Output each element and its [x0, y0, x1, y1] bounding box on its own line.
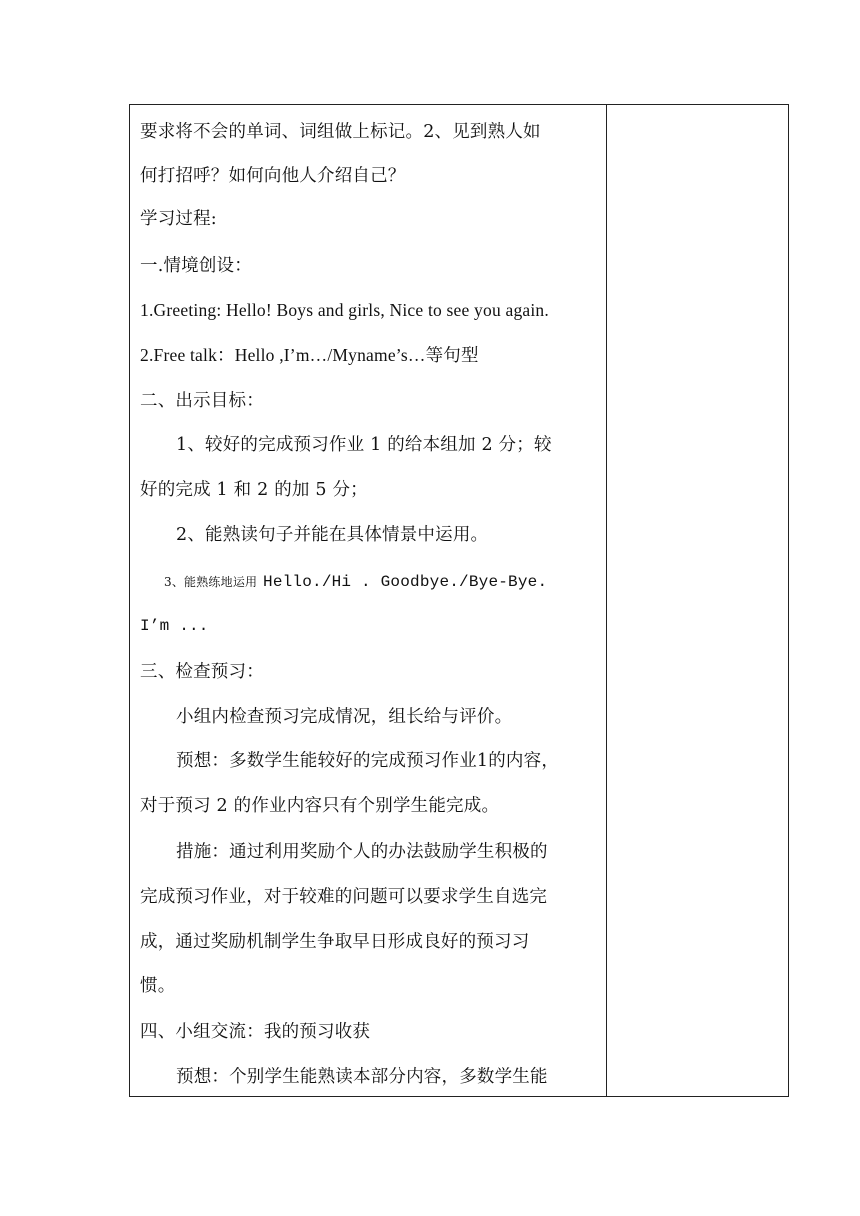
- text-line: 1、较好的完成预习作业 1 的给本组加 2 分；较: [176, 435, 552, 455]
- section-heading: 三、检查预习：: [140, 662, 264, 682]
- notes-cell: [607, 105, 788, 1096]
- section-heading: 一.情境创设：: [140, 256, 252, 276]
- lesson-table: [129, 104, 789, 1097]
- text-line: 2.Free talk：Hello ,I’m…/Myname’s…等句型: [140, 345, 479, 365]
- text-line: 措施：通过利用奖励个人的办法鼓励学生积极的: [176, 842, 548, 862]
- mono-text: Hello./Hi . Goodbye./Bye-Bye.: [263, 573, 548, 591]
- text-line: 1.Greeting: Hello! Boys and girls, Nice to see you again.: [140, 300, 549, 320]
- text-line: 惯。: [140, 976, 176, 996]
- section-heading: 二、出示目标：: [140, 391, 264, 411]
- text-line: 小组内检查预习完成情况，组长给与评价。: [176, 707, 513, 727]
- text-line: 预想：多数学生能较好的完成预习作业1的内容，: [176, 751, 560, 771]
- text-line: 好的完成 1 和 2 的加 5 分；: [140, 480, 368, 500]
- section-heading: 四、小组交流：我的预习收获: [140, 1022, 371, 1042]
- text-line: 何打招呼？如何向他人介绍自己？: [140, 166, 406, 186]
- text-line: 成，通过奖励机制学生争取早日形成良好的预习习: [140, 932, 530, 952]
- text-line: 要求将不会的单词、词组做上标记。2、见到熟人如: [140, 122, 541, 142]
- text-line: 2、能熟读句子并能在具体情景中运用。: [176, 525, 489, 545]
- text-line: 预想：个别学生能熟读本部分内容，多数学生能: [176, 1067, 548, 1087]
- text-line: I’m ...: [140, 617, 209, 635]
- text-line: [164, 569, 547, 594]
- lesson-content-cell: [130, 105, 606, 1096]
- text-line: 对于预习 2 的作业内容只有个别学生能完成。: [140, 796, 500, 816]
- section-heading: 学习过程:: [140, 209, 217, 229]
- text-line: 完成预习作业，对于较难的问题可以要求学生自选完: [140, 887, 548, 907]
- small-prefix-text: 3、能熟练地运用: [164, 575, 258, 589]
